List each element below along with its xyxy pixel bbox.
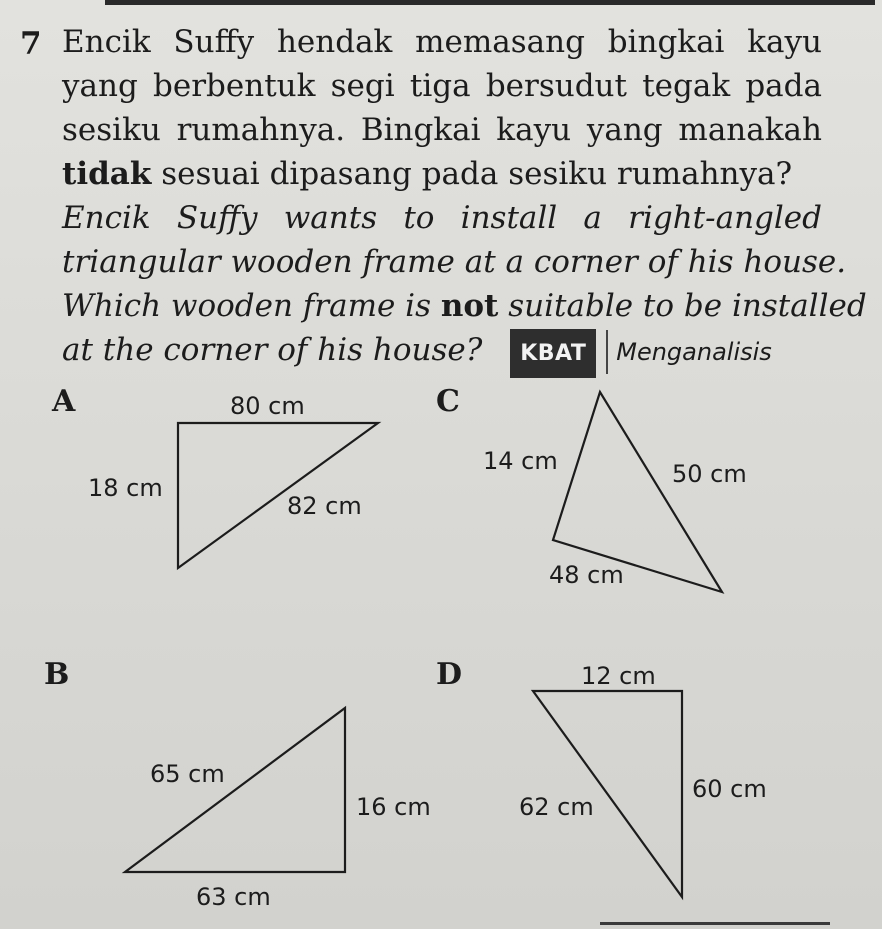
option-b-right-label: 16 cm (356, 793, 431, 821)
malay-line-4-rest: sesuai dipasang pada sesiku rumahnya? (151, 156, 793, 192)
option-c-right-label: 50 cm (672, 460, 747, 488)
question-number: 7 (20, 26, 42, 62)
option-b-bottom-label: 63 cm (196, 883, 271, 911)
english-line-1: Encik Suffy wants to install a right-angled (62, 200, 822, 236)
malay-emphasis: tidak (62, 156, 152, 192)
english-line-3-post: suitable to be installed (498, 288, 867, 324)
option-d-letter: D (436, 657, 463, 692)
skill-label: Menganalisis (606, 330, 772, 374)
option-b-hyp-label: 65 cm (150, 760, 225, 788)
option-c-letter: C (436, 384, 460, 419)
kbat-badge: KBAT (510, 329, 596, 378)
option-a-top-label: 80 cm (230, 392, 305, 420)
option-d-hyp-label: 62 cm (519, 793, 594, 821)
option-c-bottom-label: 48 cm (549, 561, 624, 589)
option-d-top-label: 12 cm (581, 662, 656, 690)
malay-line-2: yang berbentuk segi tiga bersudut tegak pada (62, 68, 822, 104)
malay-line-1: Encik Suffy hendak memasang bingkai kayu (62, 24, 822, 60)
option-d-right-label: 60 cm (692, 775, 767, 803)
option-c-left-label: 14 cm (483, 447, 558, 475)
option-a-hyp-label: 82 cm (287, 492, 362, 520)
triangle-b (125, 708, 345, 872)
option-a-letter: A (52, 384, 76, 419)
malay-line-3: sesiku rumahnya. Bingkai kayu yang manakah (62, 112, 822, 148)
english-line-4-text: at the corner of his house? (62, 332, 483, 368)
option-b-letter: B (44, 657, 70, 692)
english-line-2: triangular wooden frame at a corner of his house. (62, 244, 847, 280)
bottom-rule (600, 922, 830, 925)
english-emphasis: not (440, 288, 499, 324)
english-line-3-pre: Which wooden frame is (62, 288, 441, 324)
option-a-left-label: 18 cm (88, 474, 163, 502)
